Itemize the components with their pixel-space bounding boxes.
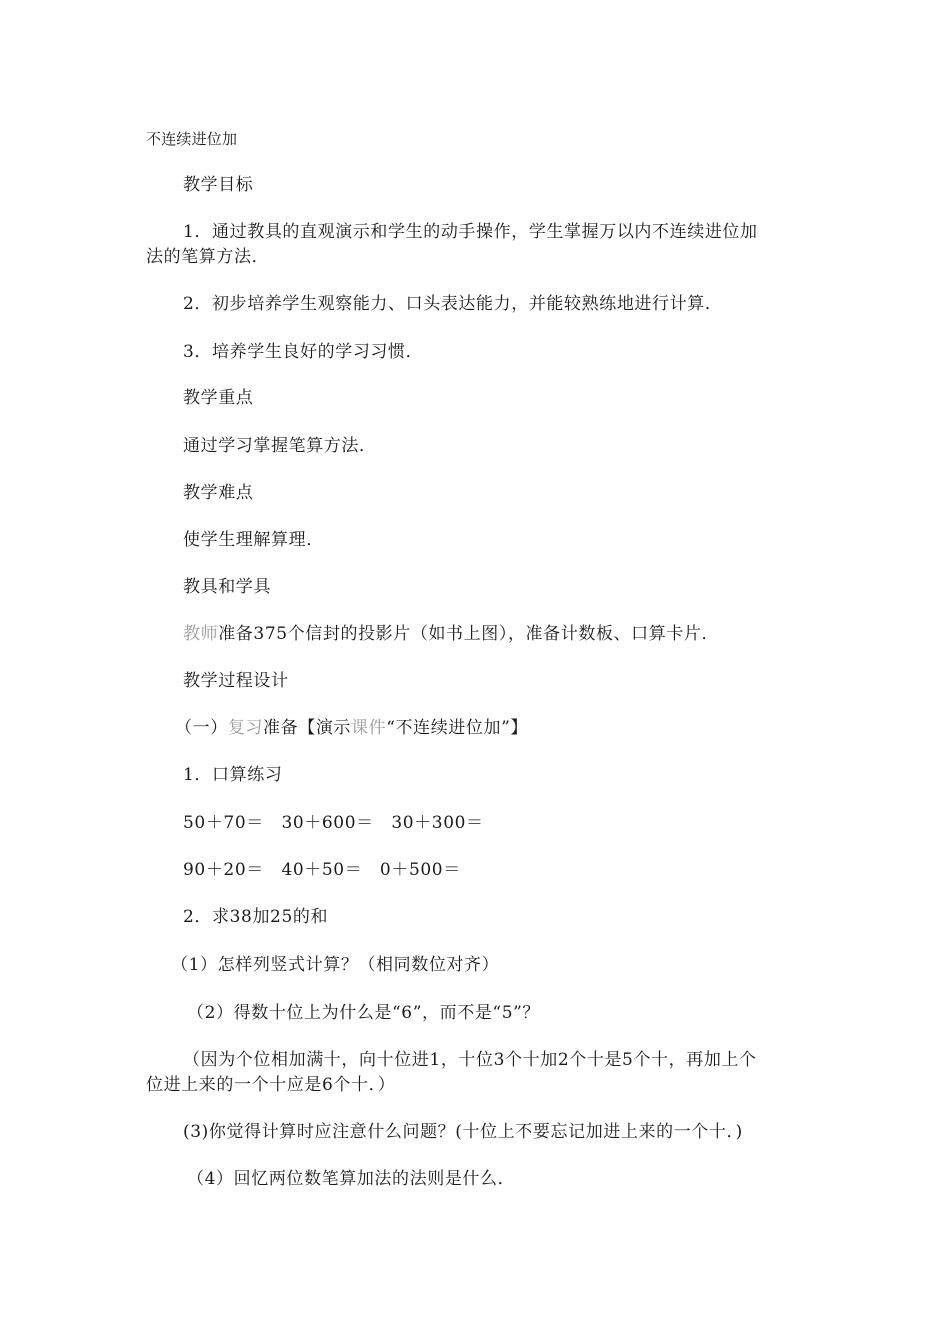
question-3: (3)你觉得计算时应注意什么问题？(十位上不要忘记加进上来的一个十．) [183, 1122, 743, 1142]
tools-text: 准备375个信封的投影片（如书上图），准备计数板、口算卡片． [218, 624, 720, 644]
process-heading: 教学过程设计 [183, 671, 289, 691]
tools-paragraph [183, 622, 719, 646]
question-2-answer-line-2: 位进上来的一个十应是6个十．） [146, 1075, 396, 1095]
review-part-3: 准备【演示 [263, 718, 352, 738]
objective-1-line-1: 1．通过教具的直观演示和学生的动手操作，学生掌握万以内不连续进位加 [183, 222, 758, 242]
objective-2: 2．初步培养学生观察能力、口头表达能力，并能较熟练地进行计算． [183, 294, 723, 314]
sum-heading: 2．求38加25的和 [183, 907, 329, 927]
review-part-1: （一） [175, 718, 228, 738]
review-part-2: 复习 [227, 718, 264, 738]
document-title: 不连续进位加 [146, 130, 238, 148]
key-point-heading: 教学重点 [183, 388, 254, 408]
objectives-heading: 教学目标 [183, 175, 254, 195]
tools-heading: 教具和学具 [183, 577, 271, 597]
oral-row-1: 50＋70＝ 30＋600＝ 30＋300＝ [183, 813, 484, 833]
review-part-4: 课件 [351, 718, 387, 738]
oral-row-2: 90＋20＝ 40＋50＝ 0＋500＝ [183, 860, 461, 880]
objective-1-line-2: 法的笔算方法． [146, 247, 270, 267]
objective-3: 3．培养学生良好的学习习惯． [183, 342, 424, 362]
question-2-answer-line-1: （因为个位相加满十，向十位进1，十位3个十加2个十是5个十，再加上个 [183, 1050, 757, 1070]
review-part-5: “不连续进位加”】 [386, 718, 529, 738]
tools-prefix: 教师 [183, 624, 219, 644]
difficulty-text: 使学生理解算理． [183, 530, 324, 550]
question-2: （2）得数十位上为什么是“6”，而不是“5”？ [187, 1003, 541, 1023]
review-heading [175, 716, 528, 740]
question-4: （4）回忆两位数笔算加法的法则是什么． [187, 1169, 516, 1189]
key-point-text: 通过学习掌握笔算方法． [183, 436, 377, 456]
question-1: （1）怎样列竖式计算？（相同数位对齐） [171, 955, 500, 975]
oral-heading: 1．口算练习 [183, 765, 283, 785]
difficulty-heading: 教学难点 [183, 483, 254, 503]
